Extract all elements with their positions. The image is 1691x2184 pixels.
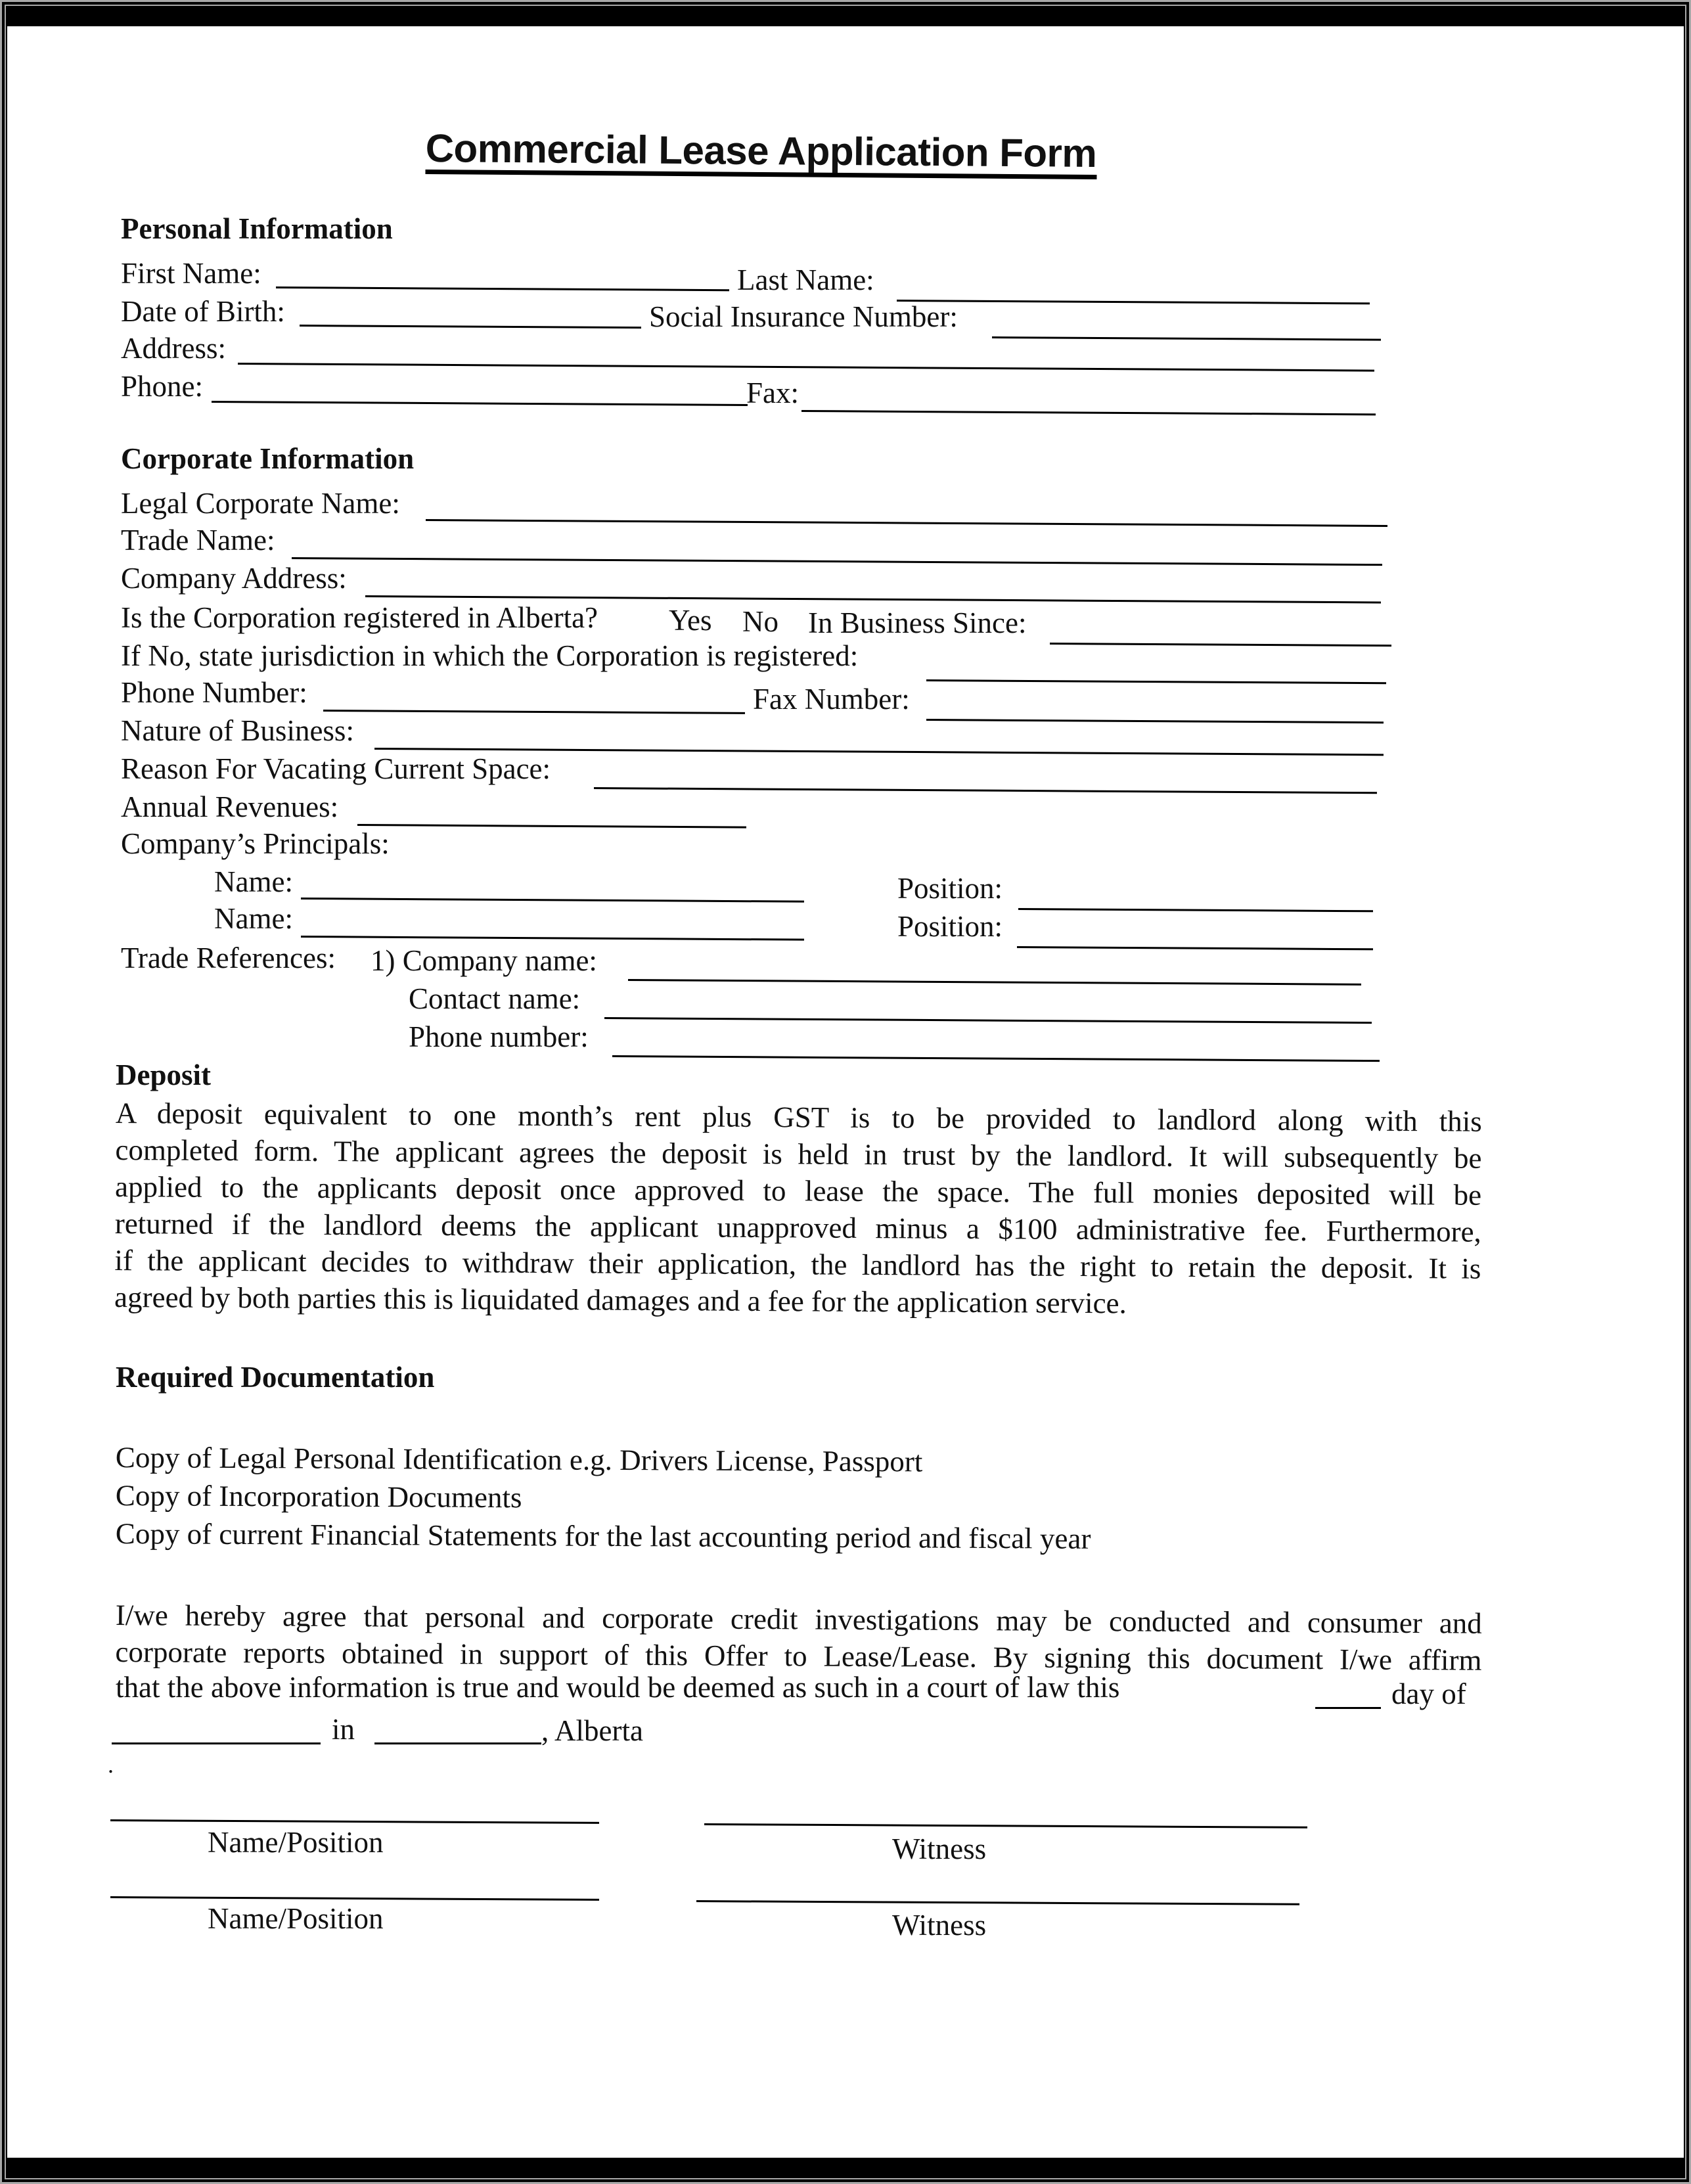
- trade-name-field[interactable]: [292, 557, 1382, 566]
- city-field[interactable]: [374, 1742, 541, 1744]
- fax-label: Fax:: [746, 376, 800, 409]
- documentation-item: Copy of Incorporation Documents: [115, 1479, 522, 1514]
- page-title: Commercial Lease Application Form: [425, 129, 1096, 179]
- principal-1-position-label: Position:: [897, 872, 1003, 905]
- signature-line-name-position-1[interactable]: [110, 1819, 599, 1824]
- trade-ref-contact-label: Contact name:: [409, 982, 581, 1015]
- dob-label: Date of Birth:: [121, 295, 285, 328]
- deposit-line: completed form. The applicant agrees the deposit is held in trust by the landlord. It will subsequently be: [115, 1133, 1482, 1175]
- principal-1-name-field[interactable]: [301, 898, 804, 903]
- signature-label-name-position-1: Name/Position: [208, 1826, 384, 1859]
- jurisdiction-field[interactable]: [926, 679, 1386, 684]
- section-heading-deposit: Deposit: [116, 1058, 211, 1091]
- trade-ref-company-label: 1) Company name:: [371, 944, 597, 977]
- deposit-line: applied to the applicants deposit once approved to lease the space. The full monies deposited will be: [114, 1170, 1482, 1212]
- province-label: , Alberta: [541, 1714, 643, 1747]
- trade-name-label: Trade Name:: [121, 524, 275, 557]
- jurisdiction-label: If No, state jurisdiction in which the Corporation is registered:: [121, 639, 859, 672]
- registered-in-alberta-question: Is the Corporation registered in Alberta?: [121, 601, 598, 634]
- principal-2-name-label: Name:: [214, 902, 293, 935]
- first-name-field[interactable]: [276, 286, 729, 291]
- nature-of-business-label: Nature of Business:: [121, 714, 354, 747]
- agreement-line-3-text: that the above information is true and would be deemed as such in a court of law this: [116, 1671, 1120, 1704]
- documentation-item: Copy of Legal Personal Identification e.g. Drivers License, Passport: [115, 1441, 923, 1478]
- sin-label: Social Insurance Number:: [649, 300, 958, 333]
- agreement-line: I/we hereby agree that personal and corporate credit investigations may be conducted and consumer and: [115, 1599, 1482, 1640]
- first-name-label: First Name:: [121, 257, 261, 290]
- in-business-since-label: In Business Since:: [808, 606, 1027, 639]
- annual-revenues-field[interactable]: [357, 824, 746, 829]
- fax-number-label: Fax Number:: [753, 683, 910, 716]
- signature-line-witness-1[interactable]: [704, 1823, 1307, 1829]
- in-label: in: [332, 1713, 355, 1746]
- deposit-line: if the applicant decides to withdraw their application, the landlord has the right to retain the deposit. It is: [114, 1243, 1481, 1285]
- documentation-item: Copy of current Financial Statements for the last accounting period and fiscal year: [115, 1517, 1091, 1555]
- fax-field[interactable]: [801, 410, 1376, 415]
- section-heading-corporate: Corporate Information: [121, 442, 415, 475]
- trade-ref-phone-field[interactable]: [612, 1055, 1380, 1062]
- phone-field[interactable]: [212, 401, 748, 406]
- last-name-field[interactable]: [897, 300, 1370, 304]
- signature-line-name-position-2[interactable]: [110, 1896, 599, 1901]
- day-of-label: day of: [1391, 1677, 1466, 1710]
- legal-corporate-name-field[interactable]: [426, 519, 1387, 527]
- principal-2-position-label: Position:: [897, 910, 1003, 943]
- phone-number-field[interactable]: [323, 710, 745, 714]
- principal-1-position-field[interactable]: [1018, 908, 1373, 912]
- company-address-label: Company Address:: [121, 562, 347, 595]
- fax-number-field[interactable]: [926, 719, 1384, 723]
- reason-for-vacating-label: Reason For Vacating Current Space:: [121, 752, 551, 785]
- agreement-line: corporate reports obtained in support of this Offer to Lease/Lease. By signing this document I/we affirm: [115, 1635, 1482, 1677]
- address-label: Address:: [121, 332, 226, 365]
- agreement-line-3: [116, 1673, 1298, 1702]
- sin-field[interactable]: [992, 336, 1381, 341]
- section-heading-documentation: Required Documentation: [116, 1361, 435, 1394]
- reason-for-vacating-field[interactable]: [594, 787, 1377, 794]
- signature-label-witness-1: Witness: [892, 1832, 987, 1865]
- in-business-since-field[interactable]: [1050, 643, 1391, 647]
- day-field[interactable]: [1315, 1707, 1381, 1709]
- deposit-line: returned if the landlord deems the applicant unapproved minus a $100 administrative fee. Furthermore,: [114, 1206, 1481, 1248]
- legal-corporate-name-label: Legal Corporate Name:: [121, 487, 400, 520]
- annual-revenues-label: Annual Revenues:: [121, 790, 339, 823]
- dob-field[interactable]: [300, 325, 641, 329]
- signature-label-witness-2: Witness: [892, 1909, 987, 1942]
- section-heading-personal: Personal Information: [121, 212, 393, 245]
- registered-yes-option[interactable]: Yes: [669, 604, 712, 637]
- deposit-line: agreed by both parties this is liquidated damages and a fee for the application service.: [114, 1280, 1127, 1320]
- principal-1-name-label: Name:: [214, 865, 293, 898]
- trade-ref-contact-field[interactable]: [604, 1017, 1372, 1024]
- signature-line-witness-2[interactable]: [696, 1900, 1299, 1905]
- deposit-paragraph: [114, 1095, 1482, 1324]
- stray-dot: .: [108, 1752, 114, 1778]
- trade-ref-company-field[interactable]: [628, 979, 1361, 986]
- address-field[interactable]: [238, 363, 1374, 372]
- principal-2-name-field[interactable]: [301, 936, 804, 941]
- phone-number-label: Phone Number:: [121, 676, 307, 709]
- last-name-label: Last Name:: [737, 263, 874, 296]
- trade-ref-phone-label: Phone number:: [409, 1020, 589, 1053]
- principal-2-position-field[interactable]: [1017, 946, 1373, 950]
- signature-label-name-position-2: Name/Position: [208, 1902, 384, 1935]
- registered-no-option[interactable]: No: [742, 605, 778, 638]
- company-principals-label: Company’s Principals:: [121, 827, 390, 860]
- month-field[interactable]: [112, 1742, 321, 1744]
- agreement-paragraph: [115, 1597, 1482, 1679]
- phone-label: Phone:: [121, 370, 204, 403]
- deposit-line: A deposit equivalent to one month’s rent plus GST is to be provided to landlord along with this: [115, 1097, 1482, 1138]
- trade-references-label: Trade References:: [121, 942, 336, 974]
